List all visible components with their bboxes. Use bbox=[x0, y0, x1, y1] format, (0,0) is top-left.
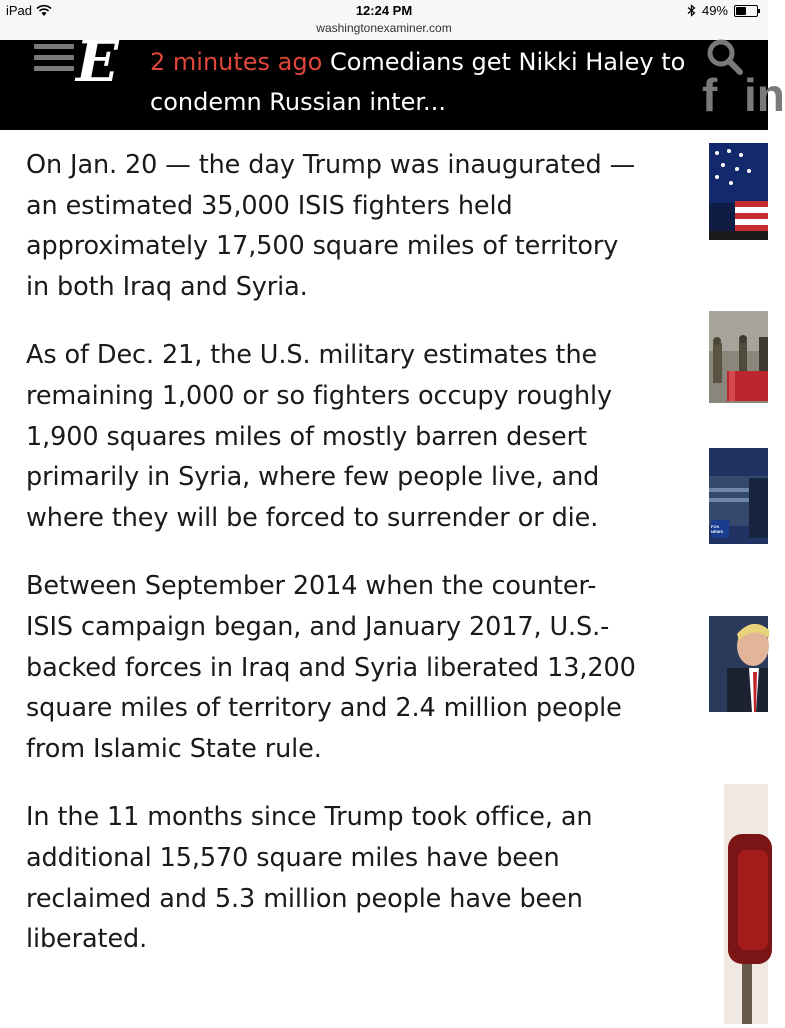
breaking-news-ticker[interactable] bbox=[150, 42, 690, 122]
status-right bbox=[687, 3, 758, 18]
related-story-thumbnail-soldiers[interactable] bbox=[709, 311, 768, 403]
related-story-thumbnail-fox[interactable] bbox=[709, 448, 768, 544]
site-logo[interactable]: E bbox=[76, 29, 119, 95]
article-paragraph: On Jan. 20 — the day Trump was inaugurated — an estimated 35,000 ISIS fighters held approximately 17,500 square miles of territory in both Iraq and Syria. bbox=[26, 150, 636, 302]
article-body bbox=[26, 145, 636, 988]
related-story-thumbnail-sign[interactable] bbox=[724, 784, 768, 1024]
related-story-thumbnail-trump[interactable] bbox=[709, 616, 768, 712]
linkedin-icon[interactable]: in bbox=[744, 69, 785, 121]
device-name: iPad bbox=[6, 3, 33, 18]
fox-news-badge: FOX NEWS bbox=[711, 524, 723, 534]
facebook-icon[interactable]: f bbox=[702, 69, 718, 121]
battery-fill bbox=[736, 7, 746, 15]
flag-image bbox=[709, 143, 768, 240]
battery-percent: 49% bbox=[701, 3, 728, 18]
soldiers-image bbox=[709, 311, 768, 403]
related-story-thumbnail-flag[interactable] bbox=[709, 143, 768, 240]
address-bar-url[interactable]: washingtonexaminer.com bbox=[316, 21, 452, 35]
trump-image bbox=[709, 616, 768, 712]
battery-icon bbox=[734, 5, 758, 17]
article-paragraph: In the 11 months since Trump took office, an additional 15,570 square miles have been reclaimed and 5.3 million people have been liberated. bbox=[26, 802, 593, 955]
bluetooth-icon bbox=[687, 4, 696, 17]
status-time: 12:24 PM bbox=[355, 3, 413, 18]
site-header bbox=[0, 29, 785, 130]
article-paragraph: Between September 2014 when the counter-ISIS campaign began, and January 2017, U.S.-backed forces in Iraq and Syria liberated 13,200 square miles of territory and 2.4 million people from Islamic State rule. bbox=[26, 571, 636, 764]
article-paragraph: As of Dec. 21, the U.S. military estimates the remaining 1,000 or so fighters occupy roughly 1,900 squares miles of mostly barren desert primarily in Syria, where few people live, and where they will be forced to surrender or die. bbox=[26, 340, 613, 533]
hamburger-menu-icon[interactable] bbox=[34, 44, 74, 74]
ticker-time: 2 minutes ago bbox=[150, 48, 323, 76]
ticker-headline[interactable]: Comedians get Nikki Haley to condemn Russian inter... bbox=[150, 48, 686, 116]
sign-image bbox=[724, 784, 768, 1024]
